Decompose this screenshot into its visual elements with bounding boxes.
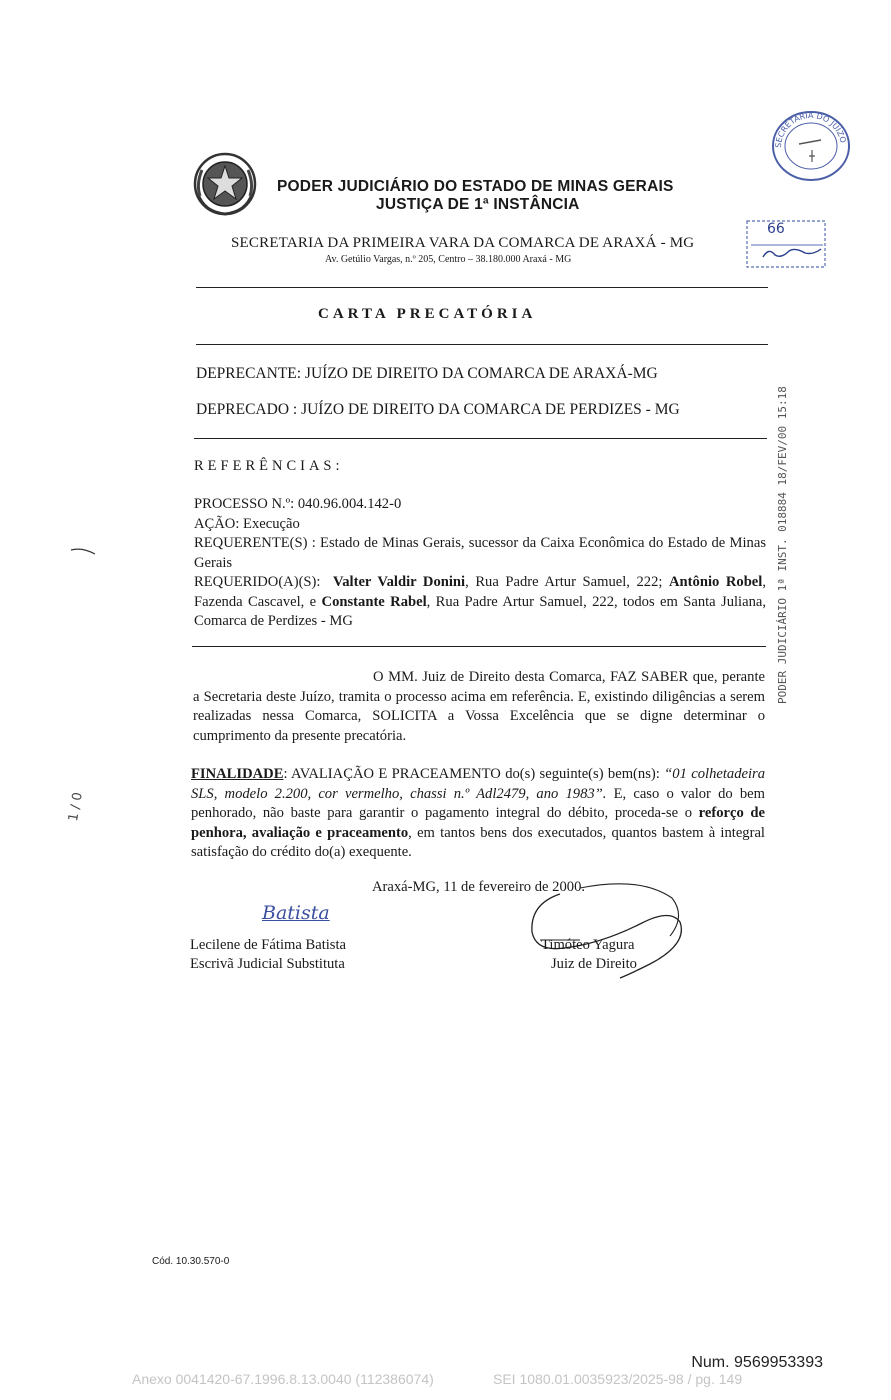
requerido-name-2: Antônio Robel [669,574,763,590]
header-court: PODER JUDICIÁRIO DO ESTADO DE MINAS GERAIS [277,178,674,195]
requerido-text-2: , Fazenda Cascavel, e [194,574,766,610]
left-margin-mark [70,544,96,556]
divider-header [196,287,768,288]
footer-sei: SEI 1080.01.0035923/2025-98 / pg. 149 [493,1371,743,1387]
footer-number: Num. 9569953393 [691,1354,823,1371]
processo-line: PROCESSO N.º: 040.96.004.142-0 [194,496,402,512]
requerido-line [194,573,766,632]
secretaria-round-stamp [769,106,853,182]
divider-title [196,344,768,345]
referencias-label: REFERÊNCIAS: [194,458,344,474]
requerido-name-1: Valter Valdir Donini [333,574,466,590]
requerido-name-3: Constante Rabel [321,593,427,610]
references-block [194,495,766,632]
requerido-text-3: , Rua Padre Artur Samuel, 222, todos em Santa Juliana, Comarca de Perdizes - MG [194,593,767,629]
deprecante-line: DEPRECANTE: JUÍZO DE DIREITO DA COMARCA DE ARAXÁ-MG [196,365,658,382]
protocol-side-stamp-text: PODER JUDICIÁRIO 1ª INST. 018884 18/FEV/00 15:18 [776,386,789,704]
acao-line: AÇÃO: Execução [194,515,300,532]
header-secretaria: SECRETARIA DA PRIMEIRA VARA DA COMARCA DE ARAXÁ - MG [231,235,695,251]
header-address: Av. Getúlio Vargas, n.º 205, Centro – 38.180.000 Araxá - MG [325,254,572,265]
left-signer-role: Escrivã Judicial Substituta [190,956,345,972]
left-signer-name: Lecilene de Fátima Batista [190,937,347,953]
stamp-ring-text: SECRETARIA DO JUÍZO [773,110,848,149]
form-code: Cód. 10.30.570-0 [152,1256,230,1267]
left-margin-handwriting: 1 / 0 [66,791,86,823]
left-signature-handwriting: Batista [262,902,330,924]
page-number-stamp [745,219,827,269]
requerido-text-1: , Rua Padre Artur Samuel, 222; [465,574,663,590]
footer-anexo: Anexo 0041420-67.1996.8.13.0040 (112386074) [132,1371,434,1387]
requerido-label: REQUERIDO(A)(S): [194,574,321,590]
header-instance: JUSTIÇA DE 1ª INSTÂNCIA [376,196,580,213]
finalidade-bold: reforço de penhora, avaliação e praceamento [191,805,765,841]
deprecado-line: DEPRECADO : JUÍZO DE DIREITO DA COMARCA DE PERDIZES - MG [196,401,680,418]
coat-of-arms-emblem [192,150,258,218]
divider-parties [194,438,767,439]
right-signer-name: Timóteo Yagura [541,937,635,953]
finalidade-text-3: , em tantos bens dos executados, quantos bastem à integral satisfação do crédito do(a) exequente. [191,824,765,860]
paragraph-faz-saber: O MM. Juiz de Direito desta Comarca, FAZ SABER que, perante a Secretaria deste Juízo, tramita o processo acima em referência. E, existindo diligências a serem realizadas nessa Comarca, SOLICITA a Vossa Excelência que se digne determinar o cumprimento da presente precatória. [193,669,765,744]
finalidade-text-2: E, caso o valor do bem penhorado, não baste para garantir o pagamento integral do débito, proceda-se o [191,785,765,821]
date-line: Araxá-MG, 11 de fevereiro de 2000. [372,879,586,895]
requerente-line: REQUERENTE(S) : Estado de Minas Gerais, sucessor da Caixa Econômica do Estado de Minas Gerais [194,535,766,571]
right-signer-role: Juiz de Direito [551,956,637,972]
finalidade-item: “01 colhetadeira SLS, modelo 2.200, cor vermelho, chassi n.º Adl2479, ano 1983”. [191,766,765,802]
finalidade-label: FINALIDADE [191,766,284,782]
divider-references [192,646,766,647]
paragraph-finalidade [191,765,765,863]
document-title: CARTA PRECATÓRIA [318,306,537,322]
stamp-page-number: 66 [767,221,785,237]
protocol-side-stamp [776,384,796,704]
finalidade-text-1: : AVALIAÇÃO E PRACEAMENTO do(s) seguinte(s) bem(ns): [283,766,660,782]
